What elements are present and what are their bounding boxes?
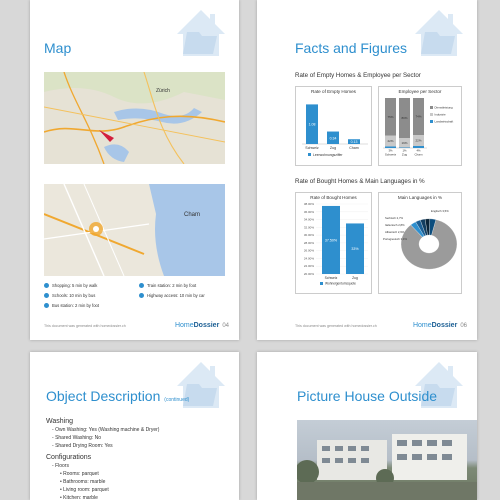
brand-logo: HomeDossier — [174, 322, 220, 329]
y-tick-label: 26.00% — [303, 248, 314, 253]
page-picture-house — [257, 352, 477, 500]
segment-value-label: 74% — [415, 114, 422, 119]
list-item: Rooms: parquet — [63, 471, 99, 477]
chart-title: Main Languages in % — [397, 195, 443, 200]
region-map[interactable] — [44, 72, 225, 164]
pie-slice-label: Italienisch 2,8% — [385, 223, 405, 227]
chart-bought-homes — [295, 192, 372, 294]
page-map — [30, 0, 239, 340]
washing-heading: Washing — [46, 418, 73, 425]
section-heading: Rate of Bought Homes & Main Languages in % — [295, 178, 425, 185]
chart-languages — [378, 192, 462, 294]
page-title: Object Description (continued) — [46, 388, 190, 404]
bar-value-label: 33% — [351, 247, 359, 252]
list-item: Living room: parquet — [63, 487, 109, 493]
footer-text: This document was generated with homedossier.ch — [44, 323, 126, 328]
legend-text: Train station: 2 min by foot — [147, 282, 197, 288]
list-item: Shared Washing: No — [55, 435, 102, 441]
segment-value-label: 3% — [388, 148, 393, 153]
segment-value-label: 4% — [416, 148, 421, 153]
segment-value-label: 22% — [387, 139, 394, 144]
legend-text: Bus station: 2 min by foot — [52, 302, 100, 308]
pie-slice-label: Englisch 3,5% — [431, 209, 449, 213]
page-title: Map — [44, 40, 72, 56]
pie-slice-label: Serbisch 2,7% — [385, 216, 404, 220]
x-tick-label: Schweiz — [305, 146, 319, 150]
list-item: Bathrooms: marble — [63, 479, 106, 485]
map-town-label: Cham — [184, 212, 201, 218]
list-item: Own Washing: Yes (Washing machine & Dryer) — [55, 427, 160, 433]
footer-text: This document was generated with homedossier.ch — [295, 323, 377, 328]
x-tick-label: Zug — [352, 276, 358, 280]
x-tick-label: Schweiz — [384, 152, 397, 157]
segment-value-label: 19% — [401, 140, 408, 145]
region-map-graphic — [44, 72, 225, 164]
page-number: 06 — [460, 323, 467, 329]
page-footer — [44, 322, 229, 329]
chart-bought-homes-plot — [296, 200, 371, 288]
page-title: Picture House Outside — [297, 388, 438, 404]
segment-value-label: 1% — [402, 148, 407, 153]
segment-value-label: 80% — [401, 116, 408, 121]
legend-swatch — [308, 153, 311, 156]
train-icon — [139, 283, 144, 288]
y-tick-label: 24.00% — [303, 256, 314, 261]
walk-icon — [44, 283, 49, 288]
chart-title: Rate of Bought Homes — [310, 195, 357, 200]
x-tick-label: Zug — [329, 146, 337, 150]
map-legend — [44, 280, 234, 310]
segment-value-label: 22% — [415, 138, 422, 143]
y-tick-label: 38.00% — [303, 202, 314, 206]
list-item: Shared Drying Room: Yes — [55, 443, 113, 449]
chart-title: Employee per Sector — [398, 89, 442, 94]
bar-value-label: 0.34 — [329, 136, 337, 141]
chart-employee-sector — [378, 86, 462, 166]
house-folder-logo-icon — [409, 4, 469, 58]
chart-languages-plot — [379, 200, 461, 288]
legend-label: Landwirtschaft — [434, 119, 454, 124]
y-tick-label: 34.00% — [303, 217, 314, 222]
map-city-label: Zürich — [156, 88, 170, 94]
legend-text: Highway access: 10 min by car — [147, 292, 205, 298]
car-icon — [139, 293, 144, 298]
pie-slice-label: Albanisch 2,9% — [385, 230, 405, 234]
list-item: Kitchen: marble — [63, 495, 98, 500]
y-tick-label: 36.00% — [303, 209, 314, 214]
local-map-graphic — [44, 184, 225, 276]
pie-slice-label: Portugiesisch 3,4% — [383, 237, 407, 241]
bus-icon — [44, 293, 49, 298]
legend-label: Industrie — [434, 112, 446, 117]
legend-swatch — [430, 106, 433, 109]
chart-empty-homes — [295, 86, 372, 166]
legend-label: Leerwohnungsziffer — [313, 152, 343, 157]
bar-value-label: 0.13 — [350, 140, 358, 145]
pie-slice-label: Deutsch 84,7% — [421, 277, 441, 281]
section-heading: Rate of Empty Homes & Employee per Sector — [295, 72, 421, 79]
page-title: Facts and Figures — [295, 40, 408, 56]
local-map[interactable] — [44, 184, 225, 276]
page-number: 04 — [222, 323, 229, 329]
segment-value-label: 75% — [387, 114, 394, 119]
legend-label: Dienstleistung — [434, 105, 453, 110]
page-footer — [295, 322, 467, 329]
description-body: Washing - Own Washing: Yes (Washing machine & Dryer) - Shared Washing: No - Shared Drying Room: Yes Configurations - Floors • Rooms: parquet • Bathrooms: marble • Living room: parquet • Kitchen: marble — [46, 418, 160, 500]
chart-empty-homes-plot — [296, 94, 371, 160]
x-tick-label: Zug — [401, 152, 408, 157]
x-tick-label: Schweiz — [324, 276, 338, 280]
bus-icon — [44, 303, 49, 308]
legend-text: Shopping: 5 min by walk — [52, 282, 98, 288]
chart-title: Rate of Empty Homes — [311, 89, 356, 94]
house-photo-graphic — [297, 420, 477, 500]
config-heading: Configurations — [46, 454, 92, 461]
y-tick-label: 28.00% — [303, 240, 314, 245]
legend-swatch — [320, 282, 323, 285]
bar-value-label: 37.50% — [324, 238, 338, 243]
legend-label: Wohneigentumsquote — [325, 281, 356, 286]
legend-swatch — [430, 120, 433, 123]
legend-text: Schools: 10 min by bus — [52, 292, 96, 298]
x-tick-label: Cham — [349, 146, 359, 150]
list-item: Floors — [55, 463, 69, 469]
chart-employee-sector-plot — [379, 94, 461, 160]
bar-value-label: 1.08 — [308, 122, 316, 127]
y-tick-label: 30.00% — [303, 233, 314, 238]
y-tick-label: 22.00% — [303, 264, 314, 269]
house-folder-logo-icon — [171, 4, 231, 58]
y-tick-label: 20.00% — [303, 272, 314, 276]
x-tick-label: Cham — [414, 152, 423, 157]
brand-logo: HomeDossier — [412, 322, 458, 329]
page-object-description — [30, 352, 239, 500]
house-photo — [297, 420, 477, 500]
legend-swatch — [430, 113, 433, 116]
page-facts — [257, 0, 477, 340]
y-tick-label: 32.00% — [303, 225, 314, 230]
